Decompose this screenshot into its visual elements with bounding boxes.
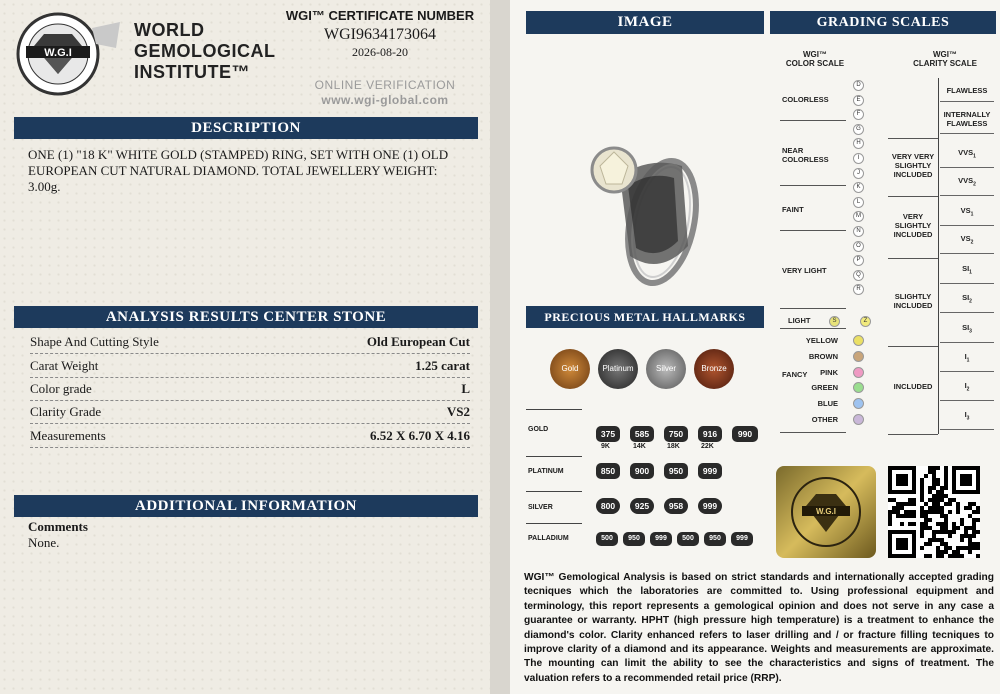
- certificate-date: 2026-08-20: [352, 45, 408, 59]
- clarity-grade-i2: $I_2$: [940, 375, 994, 401]
- platinum-label: PLATINUM: [528, 468, 564, 475]
- clarity-grade-i1: $I_1$: [940, 346, 994, 372]
- clarity-scale-title: WGI™ CLARITY SCALE: [913, 50, 977, 68]
- row-value: 6.52 X 6.70 X 4.16: [369, 428, 470, 443]
- scale-divider: [888, 346, 938, 347]
- color-grade-D: D: [853, 80, 864, 91]
- fancy-color-swatch: [853, 367, 864, 378]
- color-grade-E: E: [853, 95, 864, 106]
- palladium-mark: 999: [731, 532, 753, 546]
- clarity-grade-si1: $SI_1$: [940, 258, 994, 284]
- color-scale-title: WGI™ COLOR SCALE: [785, 50, 845, 68]
- palladium-label: PALLADIUM: [528, 535, 569, 542]
- palladium-mark: 950: [704, 532, 726, 546]
- color-grade-H: H: [853, 138, 864, 149]
- silver-mark: 958: [664, 498, 688, 514]
- row-label: Color grade: [30, 381, 92, 396]
- silver-mark: 999: [698, 498, 722, 514]
- gold-mark: 916: [698, 426, 722, 442]
- karat-label: 9K: [601, 443, 610, 450]
- logo-mark-text: W.G.I: [44, 47, 72, 59]
- clarity-group-3: INCLUDED: [893, 382, 933, 391]
- fancy-color-yellow: YELLOW: [805, 336, 838, 345]
- row-label: Measurements: [30, 428, 106, 443]
- image-header: IMAGE: [526, 11, 764, 34]
- description-text: ONE (1) "18 K" WHITE GOLD (STAMPED) RING, SET WITH ONE (1) OLD EUROPEAN CUT NATURAL DIAMOND. TOTAL JEWELLERY WEIGHT: 3.00g.: [28, 147, 449, 194]
- clarity-grade-internally-flawless: INTERNALLY FLAWLESS: [940, 104, 994, 134]
- scale-divider: [780, 230, 846, 231]
- scale-divider: [780, 432, 846, 433]
- additional-info-header: ADDITIONAL INFORMATION: [14, 495, 478, 517]
- clarity-group-1: VERY SLIGHTLY INCLUDED: [893, 212, 933, 239]
- silver-label: SILVER: [528, 504, 553, 511]
- scale-divider: [888, 138, 938, 139]
- certificate-right-page: [510, 0, 1000, 694]
- clarity-grade-vs2: $VS_2$: [940, 228, 994, 254]
- silver-mark: 800: [596, 498, 620, 514]
- fancy-color-green: GREEN: [811, 383, 838, 393]
- row-label: Clarity Grade: [30, 404, 102, 419]
- platinum-mark: 999: [698, 463, 722, 479]
- row-label: Shape And Cutting Style: [30, 334, 159, 349]
- comments-value: None.: [28, 535, 60, 550]
- certificate-number: WGI9634173064: [324, 26, 436, 43]
- certificate-number-block: [280, 8, 480, 60]
- fancy-color-swatch: [853, 335, 864, 346]
- description-header: DESCRIPTION: [14, 117, 478, 139]
- palladium-mark: 999: [650, 532, 672, 546]
- clarity-grade-flawless: FLAWLESS: [940, 80, 994, 102]
- certificate-left-page: [0, 0, 490, 694]
- verification-label: ONLINE VERIFICATION: [314, 78, 456, 92]
- color-grade-S: S: [829, 316, 840, 327]
- color-grade-R: R: [853, 284, 864, 295]
- scale-divider: [888, 258, 938, 259]
- karat-label: 18K: [667, 443, 680, 450]
- gold-label: GOLD: [528, 426, 549, 433]
- color-grade-I: I: [853, 153, 864, 164]
- color-grade-L: L: [853, 197, 864, 208]
- color-grade-N: N: [853, 226, 864, 237]
- scale-divider: [780, 328, 846, 329]
- grading-scales-header: GRADING SCALES: [770, 11, 996, 34]
- palladium-mark: 950: [623, 532, 645, 546]
- color-grade-Q: Q: [853, 270, 864, 281]
- row-label: Carat Weight: [30, 358, 99, 373]
- color-grade-P: P: [853, 255, 864, 266]
- hallmarks-header: PRECIOUS METAL HALLMARKS: [526, 306, 764, 328]
- analysis-row-carat: [30, 356, 470, 378]
- seal-silver: Silver: [646, 349, 686, 389]
- clarity-grade-vvs1: $VVS_1$: [940, 142, 994, 168]
- hologram-seal: [776, 466, 876, 558]
- analysis-row-shape: [30, 332, 470, 354]
- gold-mark: 750: [664, 426, 688, 442]
- color-grade-J: J: [853, 168, 864, 179]
- fancy-color-swatch: [853, 398, 864, 409]
- clarity-grade-i3: $I_3$: [940, 404, 994, 430]
- color-group-faint: FAINT: [782, 205, 804, 214]
- qr-code[interactable]: [888, 466, 980, 558]
- organization-name: [134, 20, 276, 83]
- gold-mark: 990: [732, 426, 758, 442]
- certificate-number-title: WGI™ CERTIFICATE NUMBER: [285, 8, 475, 23]
- seal-bronze: Bronze: [694, 349, 734, 389]
- fancy-color-blue: BLUE: [817, 399, 838, 409]
- clarity-grade-si3: $SI_3$: [940, 317, 994, 343]
- fancy-color-other: OTHER: [811, 415, 838, 424]
- platinum-mark: 850: [596, 463, 620, 479]
- karat-label: 22K: [701, 443, 714, 450]
- color-group-near-colorless: NEAR COLORLESS: [782, 146, 829, 164]
- scale-divider: [888, 434, 938, 435]
- fancy-color-pink: PINK: [820, 367, 838, 377]
- clarity-grade-vs1: $VS_1$: [940, 200, 994, 226]
- clarity-group-2: SLIGHTLY INCLUDED: [893, 292, 933, 310]
- color-group-light: LIGHT: [788, 316, 811, 325]
- scale-divider: [780, 120, 846, 121]
- color-grade-Z: Z: [860, 316, 871, 327]
- row-value: Old European Cut: [366, 334, 470, 349]
- seal-gold: Gold: [550, 349, 590, 389]
- analysis-row-clarity: [30, 402, 470, 424]
- row-value: L: [461, 381, 470, 396]
- gold-mark: 585: [630, 426, 654, 442]
- org-name-line1: WORLD: [134, 20, 205, 40]
- palladium-mark: 500: [677, 532, 699, 546]
- silver-mark: 925: [630, 498, 654, 514]
- color-group-colorless: COLORLESS: [782, 95, 829, 104]
- scale-divider: [888, 196, 938, 197]
- platinum-mark: 900: [630, 463, 654, 479]
- disclaimer-text: WGI™ Gemological Analysis is based on strict standards and internationally accepted grading tecniques which the laboratories are committed to. Using professional equipment and terminology, this report represents a gemological opinion and does not serve in any case a guarantee or warranty. HPHT (high pressure high temperature) is a treatment to enhance the diamond's color. Clarity enhanced refers to laser drilling and / or fracture filling tecniques to improve clarity of a diamond and its appearance. Weights and measurements are approximate. The mounting can limit the ability to see the characteristics and signs of treatment. The valuation refers to a recommended retail price (RRP).: [524, 572, 994, 684]
- row-value: 1.25 carat: [415, 358, 470, 373]
- color-grade-M: M: [853, 211, 864, 222]
- verification-url[interactable]: www.wgi-global.com: [321, 93, 449, 107]
- online-verification: [300, 78, 470, 108]
- org-name-line3: INSTITUTE™: [134, 62, 250, 82]
- platinum-mark: 950: [664, 463, 688, 479]
- analysis-row-color: [30, 379, 470, 401]
- org-name-line2: GEMOLOGICAL: [134, 41, 276, 61]
- ring-photo: [570, 126, 730, 296]
- color-grade-F: F: [853, 109, 864, 120]
- clarity-grade-vvs2: $VVS_2$: [940, 170, 994, 196]
- analysis-row-measurements: [30, 426, 470, 448]
- fancy-color-swatch: [853, 414, 864, 425]
- scale-divider: [780, 185, 846, 186]
- color-group-fancy: FANCY: [782, 370, 808, 379]
- row-value: VS2: [446, 404, 470, 419]
- fancy-color-swatch: [853, 351, 864, 362]
- fancy-color-brown: BROWN: [808, 351, 838, 361]
- fancy-color-swatch: [853, 382, 864, 393]
- palladium-mark: 500: [596, 532, 618, 546]
- color-grade-O: O: [853, 241, 864, 252]
- scale-divider: [780, 308, 846, 309]
- clarity-group-0: VERY VERY SLIGHTLY INCLUDED: [891, 152, 935, 179]
- analysis-header: ANALYSIS RESULTS CENTER STONE: [14, 306, 478, 328]
- color-grade-K: K: [853, 182, 864, 193]
- wgi-logo: [12, 8, 124, 96]
- gold-mark: 375: [596, 426, 620, 442]
- clarity-grade-si2: $SI_2$: [940, 287, 994, 313]
- karat-label: 14K: [633, 443, 646, 450]
- hologram-logo-text: W.G.I: [816, 507, 836, 516]
- color-grade-G: G: [853, 124, 864, 135]
- comments-label: Comments: [28, 519, 88, 534]
- color-group-very-light: VERY LIGHT: [782, 266, 827, 275]
- seal-platinum: Platinum: [598, 349, 638, 389]
